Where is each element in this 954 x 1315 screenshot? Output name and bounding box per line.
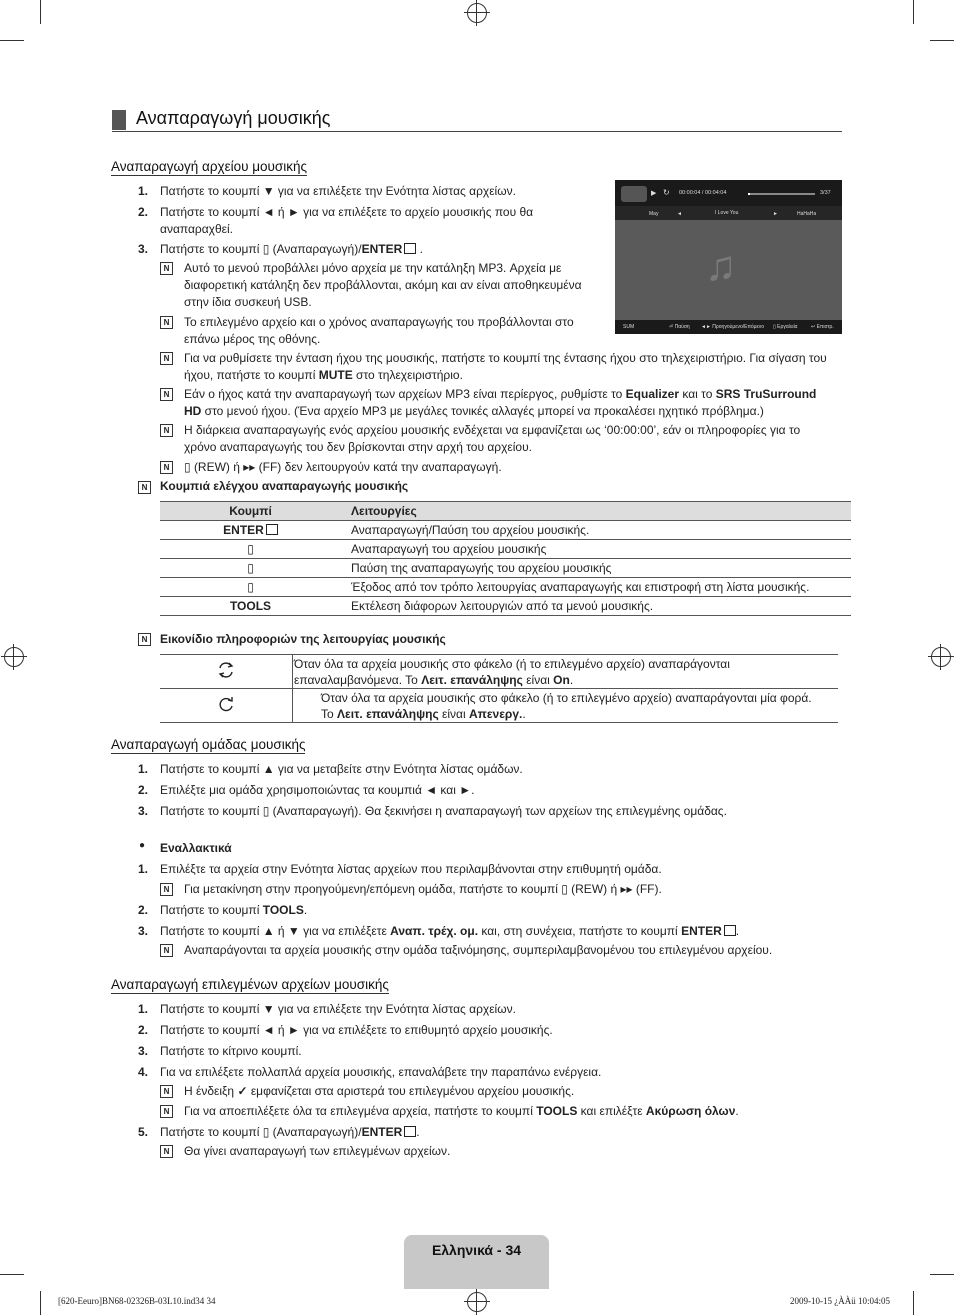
table-header-button: Κουμπί bbox=[160, 502, 341, 521]
crop-mark bbox=[0, 1274, 24, 1275]
music-note-icon: ♫ bbox=[705, 242, 737, 289]
table-row: Όταν όλα τα αρχεία μουσικής στο φάκελο (ή το επιλεγμένο αρχείο) αναπαράγονται μία φορά. Το Λειτ. επανάληψης είναι Απενεργ.. bbox=[160, 689, 838, 723]
section-title-play-selected: Αναπαραγωγή επιλεγμένων αρχείων μουσικής bbox=[111, 977, 389, 992]
info-table bbox=[160, 654, 838, 723]
repeat-all-icon bbox=[216, 660, 236, 680]
registration-mark-icon bbox=[931, 647, 951, 667]
controls-table bbox=[160, 501, 851, 616]
play-icon: ▶ bbox=[651, 190, 657, 197]
table-row: ▯ Αναπαραγωγή του αρχείου μουσικής bbox=[160, 540, 851, 559]
note-icon: N bbox=[160, 944, 173, 957]
note-icon: N bbox=[160, 316, 173, 329]
table-row: ▯ Παύση της αναπαραγωγής του αρχείου μουσικής bbox=[160, 559, 851, 578]
progress-bar bbox=[748, 193, 815, 195]
crop-mark bbox=[930, 1274, 954, 1275]
note-icon: N bbox=[138, 481, 151, 494]
footer-file-info: [620-Eeuro]BN68-02326B-03L10.ind34 34 bbox=[58, 1296, 216, 1306]
controls-table-title: Κουμπιά ελέγχου αναπαραγωγής μουσικής bbox=[160, 479, 409, 493]
registration-mark-icon bbox=[4, 647, 24, 667]
enter-icon bbox=[724, 925, 736, 936]
page-title: Αναπαραγωγή μουσικής bbox=[136, 108, 331, 128]
bullet-icon: ● bbox=[139, 840, 146, 851]
registration-mark-icon bbox=[467, 1292, 487, 1312]
footer-timestamp: 2009-10-15 ¿ÀÀü 10:04:05 bbox=[790, 1296, 890, 1306]
note-icon: N bbox=[160, 1085, 173, 1098]
track-count: 3/37 bbox=[820, 190, 831, 196]
alternative-label: Εναλλακτικά bbox=[160, 841, 232, 855]
play-time: 00:00:04 / 00:04:04 bbox=[679, 190, 727, 196]
enter-icon bbox=[404, 1126, 416, 1137]
note-icon: N bbox=[160, 262, 173, 275]
music-player-screenshot bbox=[615, 180, 842, 334]
enter-icon bbox=[266, 524, 278, 535]
note-icon: N bbox=[160, 1105, 173, 1118]
bottom-bar-prevnext: ◄► Προηγούμενο/Επόμενο bbox=[701, 324, 765, 330]
title-rule bbox=[112, 131, 842, 132]
usb-label: SUM bbox=[623, 324, 635, 330]
next-track: HaHaHa bbox=[797, 211, 817, 217]
crop-mark bbox=[930, 40, 954, 41]
section-title-play-group: Αναπαραγωγή ομάδας μουσικής bbox=[111, 737, 306, 752]
current-track: I Love You bbox=[715, 210, 739, 216]
repeat-once-icon bbox=[216, 694, 236, 714]
page-number: Ελληνικά - 34 bbox=[431, 1242, 522, 1258]
table-header-function: Λειτουργίες bbox=[341, 502, 851, 521]
crop-mark bbox=[0, 40, 24, 41]
bottom-bar-return: ↩ Επιστρ. bbox=[811, 324, 834, 330]
check-icon: ✓ bbox=[237, 1084, 248, 1098]
note-icon: N bbox=[160, 1145, 173, 1158]
note-icon: N bbox=[160, 883, 173, 896]
right-arrow-icon: ► bbox=[773, 211, 778, 217]
bottom-bar-tools: ▯ Εργαλεία bbox=[773, 324, 798, 330]
prev-track: May bbox=[649, 211, 659, 217]
info-table-title: Εικονίδιο πληροφοριών της λειτουργίας μουσικής bbox=[160, 632, 446, 646]
title-marker bbox=[112, 110, 126, 130]
music-icon bbox=[621, 186, 647, 202]
table-row: Όταν όλα τα αρχεία μουσικής στο φάκελο (ή το επιλεγμένο αρχείο) αναπαράγονται επαναλαμβανόμενα. Το Λειτ. επανάληψης είναι On. bbox=[160, 655, 838, 689]
enter-icon bbox=[404, 243, 416, 254]
table-row: ▯ Έξοδος από τον τρόπο λειτουργίας αναπαραγωγής και επιστροφή στη λίστα μουσικής. bbox=[160, 578, 851, 597]
note-icon: N bbox=[160, 388, 173, 401]
left-arrow-icon: ◄ bbox=[677, 211, 682, 217]
note-icon: N bbox=[160, 424, 173, 437]
crop-mark bbox=[913, 1291, 914, 1315]
registration-mark-icon bbox=[467, 3, 487, 23]
note-icon: N bbox=[160, 352, 173, 365]
crop-mark bbox=[913, 0, 914, 24]
table-row: ENTER Αναπαραγωγή/Παύση του αρχείου μουσικής. bbox=[160, 521, 851, 540]
bottom-bar-pause: ⏎ Παύση bbox=[669, 324, 690, 330]
note-icon: N bbox=[138, 633, 151, 646]
section-title-play-file: Αναπαραγωγή αρχείου μουσικής bbox=[111, 159, 308, 174]
crop-mark bbox=[40, 0, 41, 24]
note-icon: N bbox=[160, 461, 173, 474]
table-row: TOOLS Εκτέλεση διάφορων λειτουργιών από τα μενού μουσικής. bbox=[160, 597, 851, 616]
crop-mark bbox=[40, 1291, 41, 1315]
repeat-icon: ↻ bbox=[663, 188, 670, 197]
